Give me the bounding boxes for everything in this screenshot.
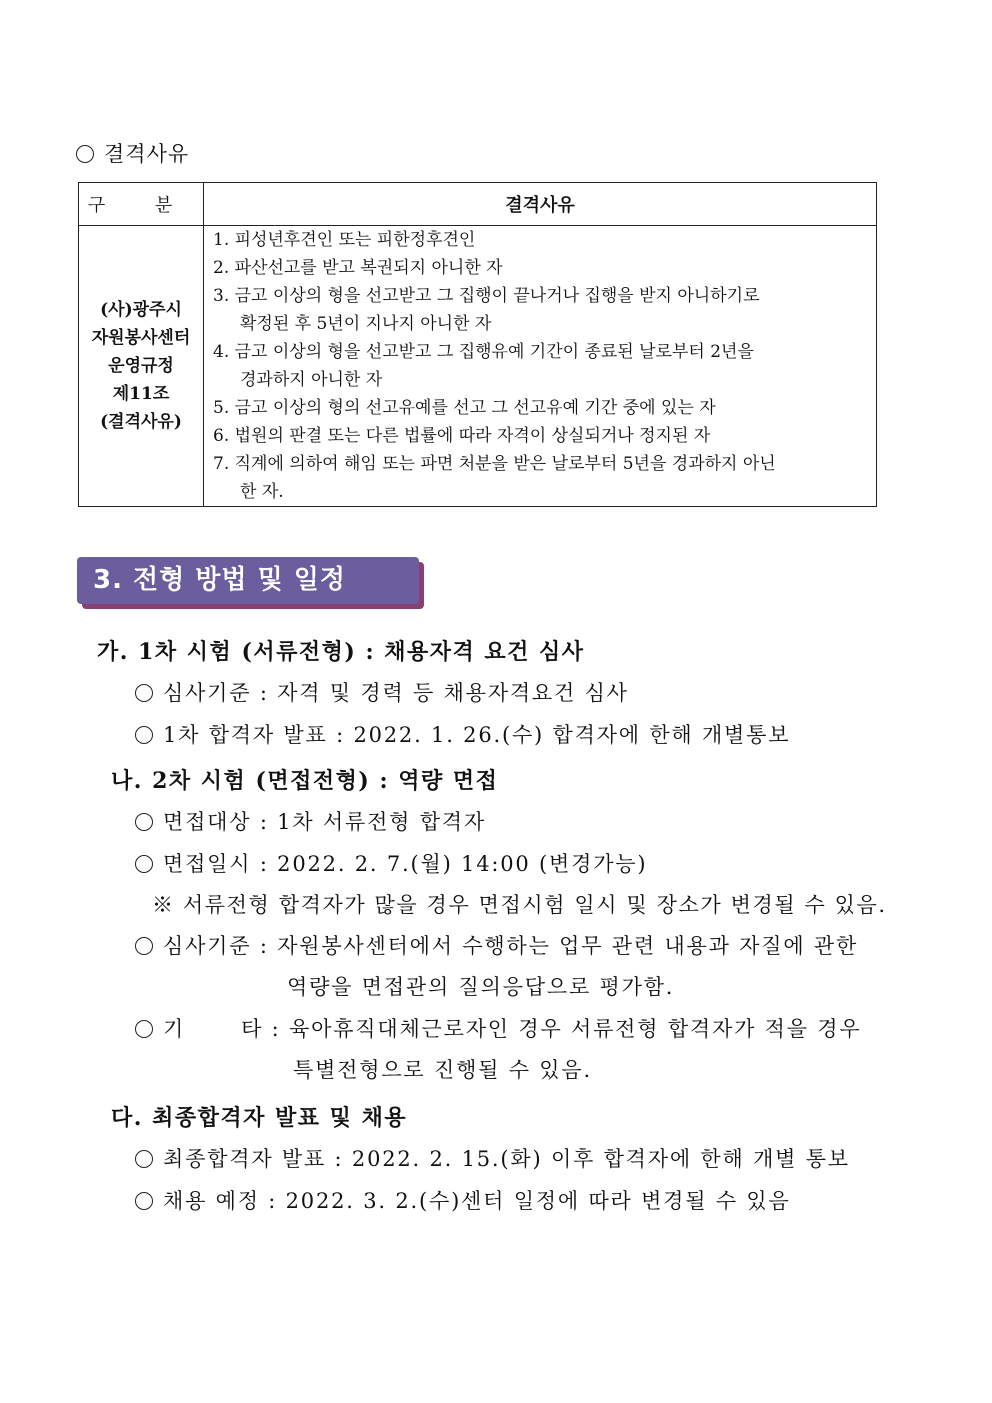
na-line-datetime — [135, 848, 647, 878]
na-other-label: 기 — [163, 1017, 186, 1041]
na-line-text: : 육아휴직대체근로자인 경우 서류전형 합격자가 적을 경우 — [271, 1017, 862, 1041]
list-item: 6. 법원의 판결 또는 다른 법률에 따라 자격이 상실되거나 정지된 자 — [213, 426, 711, 446]
list-item: 1. 피성년후견인 또는 피한정후견인 — [213, 230, 476, 250]
na-line-other-continuation: 특별전형으로 진행될 수 있음. — [293, 1058, 592, 1082]
subsection-da-title: 다. 최종합격자 발표 및 채용 — [111, 1105, 408, 1131]
subsection-ga-title: 가. 1차 시험 (서류전형) : 채용자격 요건 심사 — [97, 639, 585, 665]
disqualification-heading — [76, 138, 189, 168]
list-item: 5. 금고 이상의 형의 선고유예를 선고 그 선고유예 기간 중에 있는 자 — [213, 398, 716, 418]
list-item: 2. 파산선고를 받고 복권되지 아니한 자 — [213, 258, 503, 278]
ga-line-criteria — [135, 677, 629, 707]
ga-line-text: 심사기준 : 자격 및 경력 등 채용자격요건 심사 — [163, 681, 629, 705]
ga-line-text: 1차 합격자 발표 : 2022. 1. 26.(수) 합격자에 한해 개별통보 — [163, 723, 791, 747]
na-line-criteria — [135, 930, 858, 960]
row-label-line: (결격사유) — [100, 412, 182, 432]
list-item-continuation: 한 자. — [240, 482, 284, 502]
disqualification-items — [204, 226, 877, 507]
circle-bullet-icon — [135, 937, 153, 955]
subsection-na-title: 나. 2차 시험 (면접전형) : 역량 면접 — [111, 768, 499, 794]
circle-bullet-icon — [135, 813, 153, 831]
circle-bullet-icon — [135, 726, 153, 744]
da-line-text: 최종합격자 발표 : 2022. 2. 15.(화) 이후 합격자에 한해 개별 통보 — [163, 1147, 850, 1171]
section-banner: 3. 전형 방법 및 일정 — [77, 557, 419, 604]
list-item: 3. 금고 이상의 형을 선고받고 그 집행이 끝나거나 집행을 받지 아니하기로 — [213, 286, 760, 306]
row-label — [79, 226, 204, 507]
na-line-text: 면접일시 : 2022. 2. 7.(월) 14:00 (변경가능) — [163, 852, 648, 876]
na-line-other — [135, 1013, 861, 1043]
circle-bullet-icon — [135, 1192, 153, 1210]
table-header-disqualification: 결격사유 — [204, 183, 877, 226]
da-line-employment — [135, 1185, 791, 1215]
da-line-text: 채용 예정 : 2022. 3. 2.(수)센터 일정에 따라 변경될 수 있음 — [163, 1189, 791, 1213]
row-label-line: 운영규정 — [108, 356, 174, 376]
ga-line-announcement — [135, 719, 790, 749]
list-item-continuation: 경과하지 아니한 자 — [240, 370, 383, 390]
disqualification-heading-text: 결격사유 — [104, 142, 190, 166]
circle-bullet-icon — [135, 1020, 153, 1038]
row-label-line: 자원봉사센터 — [91, 328, 191, 348]
circle-bullet-icon — [135, 684, 153, 702]
disqualification-table — [78, 182, 877, 507]
na-line-text: 심사기준 : 자원봉사센터에서 수행하는 업무 관련 내용과 자질에 관한 — [163, 934, 859, 958]
list-item: 7. 직계에 의하여 해임 또는 파면 처분을 받은 날로부터 5년을 경과하지 아닌 — [213, 454, 776, 474]
na-line-criteria-continuation: 역량을 면접관의 질의응답으로 평가함. — [287, 975, 675, 999]
table-row — [79, 226, 877, 507]
na-other-label: 타 — [241, 1017, 264, 1041]
table-header-division: 구 분 — [79, 183, 204, 226]
na-line-target — [135, 806, 486, 836]
list-item: 4. 금고 이상의 형을 선고받고 그 집행유예 기간이 종료된 날로부터 2년을 — [213, 342, 754, 362]
na-note: ※ 서류전형 합격자가 많을 경우 면접시험 일시 및 장소가 변경될 수 있음. — [152, 893, 887, 917]
circle-bullet-icon — [135, 855, 153, 873]
na-line-text: 면접대상 : 1차 서류전형 합격자 — [163, 810, 486, 834]
circle-bullet-icon — [76, 145, 94, 163]
circle-bullet-icon — [135, 1150, 153, 1168]
list-item-continuation: 확정된 후 5년이 지나지 아니한 자 — [240, 314, 492, 334]
da-line-announcement — [135, 1143, 850, 1173]
row-label-line: 제11조 — [112, 384, 170, 404]
row-label-line: (사)광주시 — [100, 300, 182, 320]
